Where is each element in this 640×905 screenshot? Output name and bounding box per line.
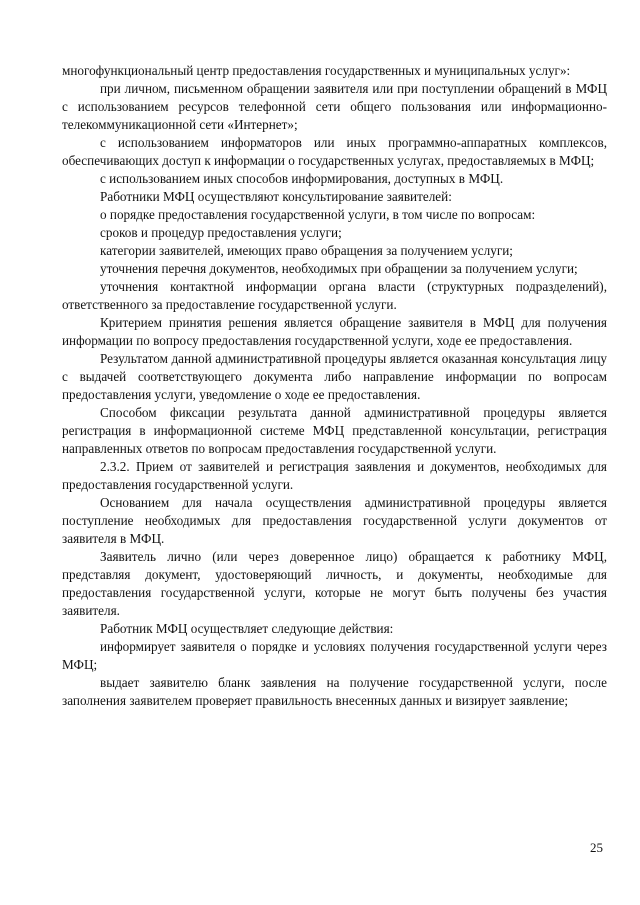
paragraph: Работник МФЦ осуществляет следующие действия: bbox=[100, 621, 394, 636]
paragraph: 2.3.2. Прием от заявителей и регистрация заявления и документов, необходимых для предоставления государственной услуги. bbox=[62, 459, 607, 492]
paragraph: Основанием для начала осуществления административной процедуры является поступление необходимых для предоставления государственной услуги документов от заявителя в МФЦ. bbox=[62, 495, 607, 546]
paragraph: Критерием принятия решения является обращение заявителя в МФЦ для получения информации по вопросу предоставления государственной услуги, ходе ее предоставления. bbox=[62, 315, 607, 348]
paragraph: уточнения перечня документов, необходимых при обращении за получением услуги; bbox=[100, 261, 578, 276]
paragraph: Заявитель лично (или через доверенное лицо) обращается к работнику МФЦ, представляя документ, удостоверяющий личность, и документы, необходимые для предоставления государственной услуги, которые не могут быть получены без участия заявителя. bbox=[62, 549, 607, 618]
paragraph: с использованием информаторов или иных программно-аппаратных комплексов, обеспечивающих доступ к информации о государственных услугах, предоставляемых в МФЦ; bbox=[62, 135, 607, 168]
paragraph: о порядке предоставления государственной услуги, в том числе по вопросам: bbox=[100, 207, 536, 222]
paragraph: Способом фиксации результата данной административной процедуры является регистрация в информационной системе МФЦ представленной консультации, регистрация направленных ответов по вопросам предоставления государственной услуги. bbox=[62, 405, 607, 456]
document-page bbox=[62, 62, 607, 710]
paragraph: многофункциональный центр предоставления государственных и муниципальных услуг»: bbox=[62, 63, 571, 78]
document-body bbox=[62, 62, 607, 710]
paragraph: уточнения контактной информации органа власти (структурных подразделений), ответственного за предоставление государственной услуги. bbox=[62, 279, 607, 312]
paragraph: Результатом данной административной процедуры является оказанная консультация лицу с выдачей соответствующего документа либо направление информации по вопросам предоставления услуги, уведомление о ходе ее предоставления. bbox=[62, 351, 607, 402]
paragraph: сроков и процедур предоставления услуги; bbox=[100, 225, 342, 240]
paragraph: при личном, письменном обращении заявителя или при поступлении обращений в МФЦ с использованием ресурсов телефонной сети общего пользования или информационно-телекоммуникационной сети «Интернет»; bbox=[62, 81, 607, 132]
page-number: 25 bbox=[590, 840, 603, 855]
paragraph: информирует заявителя о порядке и условиях получения государственной услуги через МФЦ; bbox=[62, 639, 607, 672]
paragraph: с использованием иных способов информирования, доступных в МФЦ. bbox=[100, 171, 504, 186]
paragraph: категории заявителей, имеющих право обращения за получением услуги; bbox=[100, 243, 513, 258]
paragraph: Работники МФЦ осуществляют консультирование заявителей: bbox=[100, 189, 452, 204]
paragraph: выдает заявителю бланк заявления на получение государственной услуги, после заполнения заявителем проверяет правильность внесенных данных и визирует заявление; bbox=[62, 675, 607, 708]
